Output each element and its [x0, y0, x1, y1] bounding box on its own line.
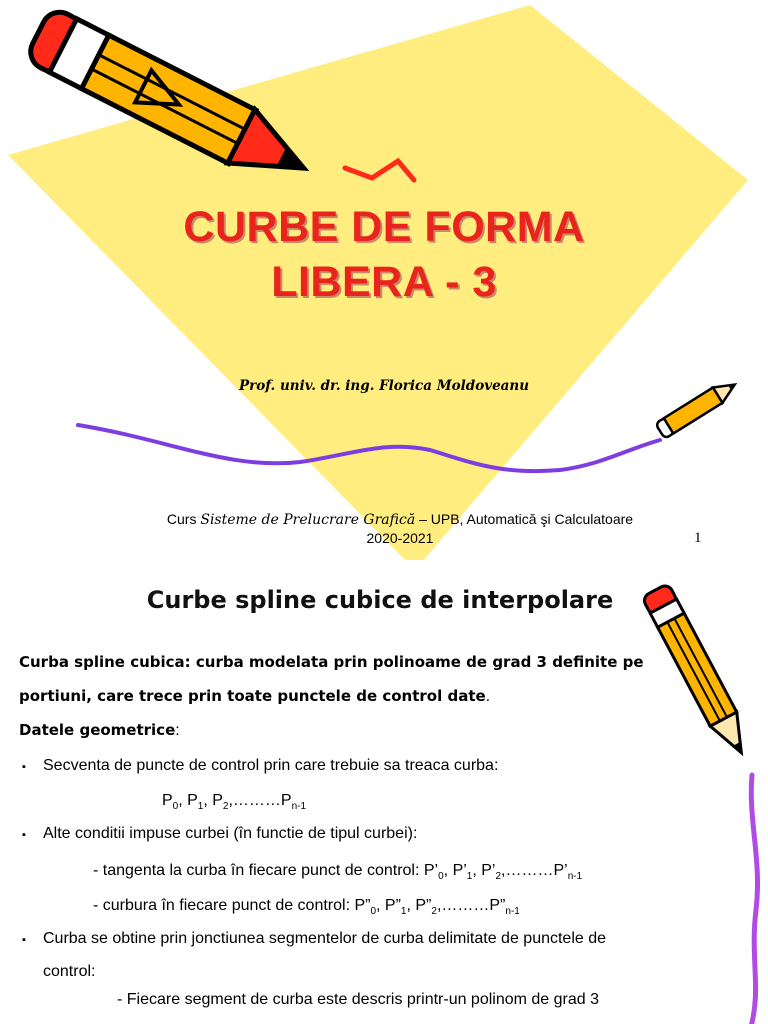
item-curve-junction-line-1: Curba se obtine prin jonctiunea segmentelor de curba delimitate de punctele de: [43, 930, 607, 947]
bullet-icon: ▪: [22, 934, 26, 946]
curvature-condition: - curbura în fiecare punct de control: $P”_0$, $P”_1$, $P”_2,\dots\dots\dots P”_{n-1}$: [93, 897, 520, 917]
slide2-decoration: [0, 560, 768, 1024]
bullet-icon: ▪: [22, 761, 26, 773]
curvature-text: - curbura în fiecare punct de control:: [93, 897, 355, 914]
course-suffix: – UPB, Automatică şi Calculatoare: [415, 511, 634, 527]
slide1-title: [0, 200, 768, 310]
definition-line-1: Curba spline cubica: curba modelata prin polinoame de grad 3 definite pe: [19, 653, 644, 671]
geometric-data-label: Datele geometrice: [19, 721, 176, 739]
slide2-title: Curbe spline cubice de interpolare: [146, 586, 614, 614]
title-line-1: CURBE DE FORMA: [183, 203, 585, 251]
title-line-2: LIBERA - 3: [271, 258, 497, 306]
definition-line-2: [19, 687, 490, 706]
page-number: 1: [694, 530, 702, 546]
segment-polynomial-note: - Fiecare segment de curba este descris printr-un polinom de grad 3: [117, 991, 600, 1008]
purple-vertical-line: [750, 775, 758, 1024]
geometric-data-colon: :: [175, 722, 180, 739]
item-control-points: Secventa de puncte de control prin care trebuie sa treaca curba:: [43, 757, 499, 774]
definition-period: .: [485, 688, 491, 705]
tangent-text: - tangenta la curba în fiecare punct de control:: [93, 862, 424, 879]
tangent-condition: - tangenta la curba în fiecare punct de control: $P’_0$, $P’_1$, $P’_2,\dots\dots\dots P’_{n-1}$: [93, 862, 583, 882]
content-slide: [0, 560, 768, 1024]
author-name: Prof. univ. dr. ing. Florica Moldoveanu: [238, 378, 530, 394]
definition-line-2-text: portiuni, care trece prin toate punctele de control date: [19, 687, 486, 705]
bullet-icon: ▪: [22, 829, 26, 841]
course-year: 2020-2021: [366, 530, 434, 546]
item-curve-junction-line-2: control:: [43, 963, 96, 980]
course-prefix: Curs: [166, 511, 201, 527]
control-points-sequence: $P_0$, $P_1$, $P_2,\dots\dots\dots P_{n-1}$: [162, 792, 307, 812]
course-info: [40, 510, 760, 547]
item-other-conditions: Alte conditii impuse curbei (în functie de tipul curbei):: [43, 825, 418, 842]
course-name: Sisteme de Prelucrare Grafică: [200, 512, 416, 528]
geometric-data-heading: [19, 721, 180, 740]
